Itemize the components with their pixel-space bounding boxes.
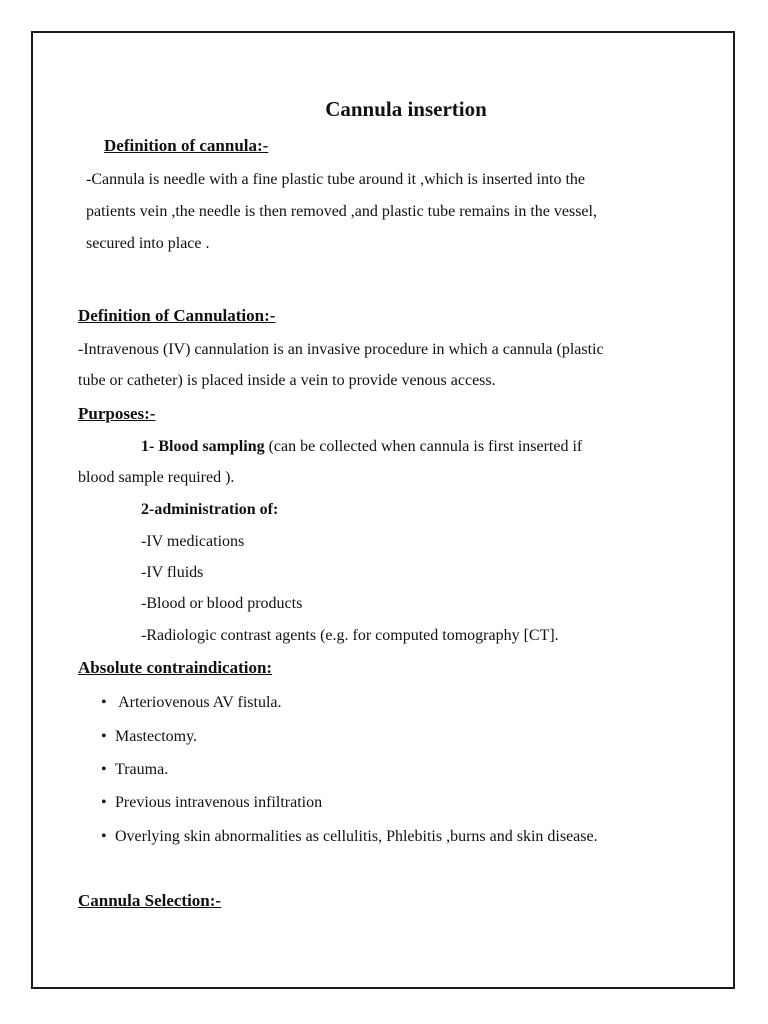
cannula-selection-heading: Cannula Selection:- [78,891,222,910]
administration-item: -IV medications [141,533,245,550]
bullet-icon: • [101,794,107,811]
contraindication-heading: Absolute contraindication: [78,658,273,677]
purpose-blood-sampling [141,437,582,457]
definition-cannulation-line: -Intravenous (IV) cannulation is an invasive procedure in which a cannula (plastic [78,341,604,358]
administration-item: -Blood or blood products [141,595,303,612]
definition-cannula-heading: Definition of cannula:- [104,136,269,155]
bullet-icon: • [101,761,107,778]
definition-cannula-line: secured into place . [86,235,210,252]
administration-item: -Radiologic contrast agents (e.g. for computed tomography [CT]. [141,627,559,644]
contraindication-item [101,793,322,813]
contraindication-item [101,827,598,847]
purpose-blood-sampling-text: (can be collected when cannula is first inserted if [264,438,583,455]
purpose-administration-heading: 2-administration of: [141,501,279,518]
bullet-icon: • [101,728,107,745]
definition-cannulation-line: tube or catheter) is placed inside a vein to provide venous access. [78,372,496,389]
bullet-icon: • [101,694,107,711]
definition-cannula-line: patients vein ,the needle is then removed ,and plastic tube remains in the vessel, [86,203,597,220]
contraindication-text: Previous intravenous infiltration [115,794,323,811]
document-title: Cannula insertion [325,97,487,121]
purpose-blood-sampling-label: 1- Blood sampling [141,438,265,455]
contraindication-text: Trauma. [115,761,169,778]
purpose-blood-sampling-continuation: blood sample required ). [78,469,235,486]
definition-cannulation-heading: Definition of Cannulation:- [78,306,276,325]
contraindication-item [101,693,282,713]
definition-cannula-line: -Cannula is needle with a fine plastic tube around it ,which is inserted into the [86,171,585,188]
contraindication-text: Arteriovenous AV fistula. [115,694,282,711]
administration-item: -IV fluids [141,564,204,581]
contraindication-item [101,760,168,780]
contraindication-text: Overlying skin abnormalities as cellulitis, Phlebitis ,burns and skin disease. [115,828,598,845]
contraindication-text: Mastectomy. [115,728,198,745]
bullet-icon: • [101,828,107,845]
purposes-heading: Purposes:- [78,404,156,423]
contraindication-item [101,727,197,747]
